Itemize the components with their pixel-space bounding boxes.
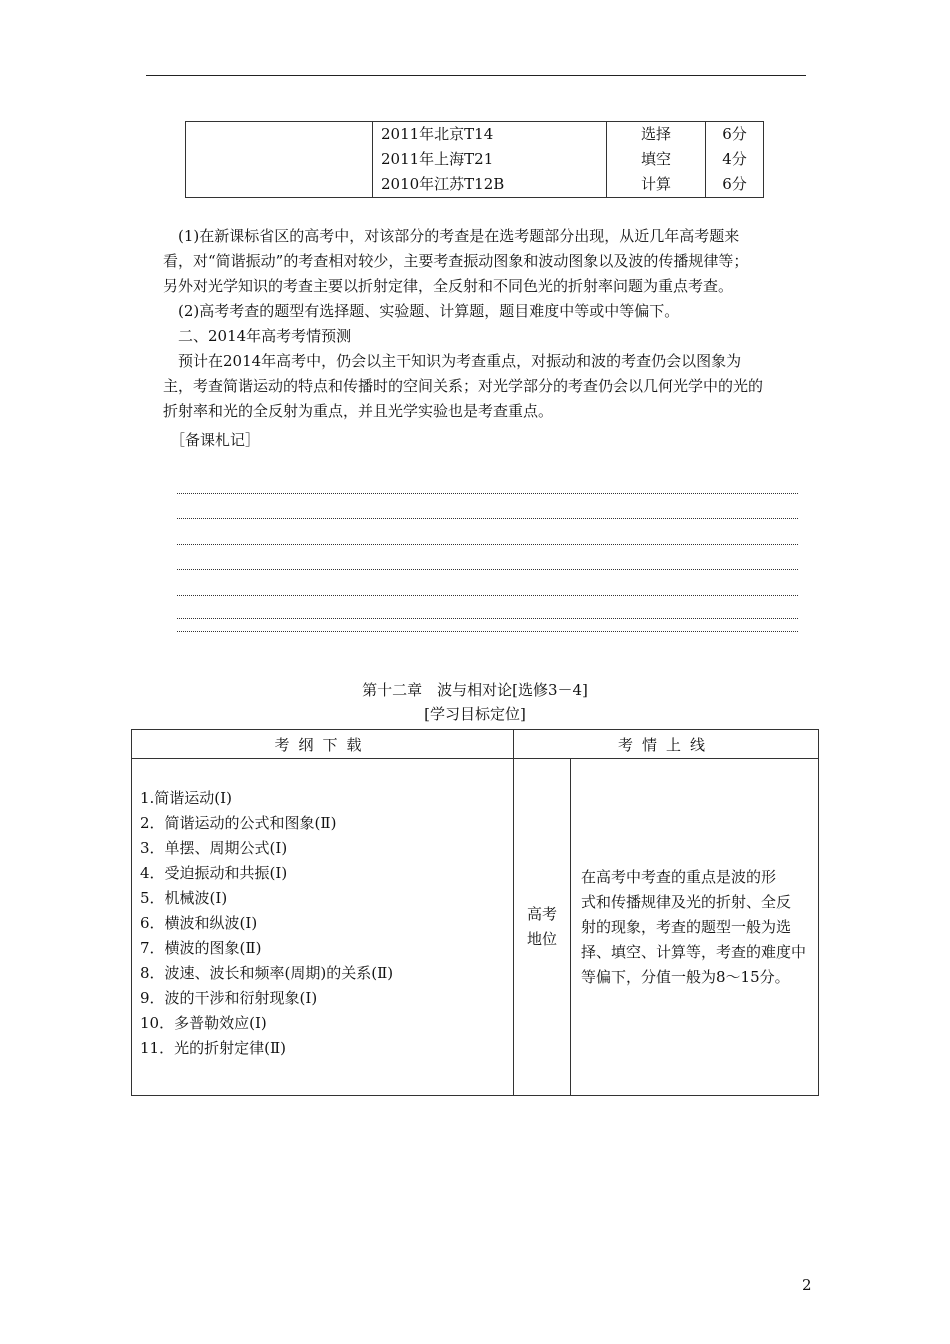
- list-item: 10．多普勒效应(Ⅰ): [140, 1014, 267, 1032]
- exam-cell: 2011年上海T21: [381, 150, 494, 168]
- notes-line: [177, 518, 798, 519]
- header-exam-status: 考情上线: [514, 730, 819, 759]
- position-label-line: 地位: [526, 930, 557, 948]
- forecast-line3: 折射率和光的全反射为重点，并且光学实验也是考查重点。: [163, 402, 554, 420]
- header-rule: [146, 75, 806, 76]
- page-number: 2: [802, 1276, 812, 1294]
- notes-line: [177, 631, 798, 632]
- notes-line: [177, 618, 798, 619]
- list-item: 2．简谐运动的公式和图象(Ⅱ): [140, 814, 337, 832]
- forecast-line1: 预计在2014年高考中，仍会以主干知识为考查重点，对振动和波的考查仍会以图象为: [178, 352, 742, 370]
- exam-history-table: [185, 121, 764, 198]
- syllabus-list: [132, 759, 514, 1096]
- notes-label: ［备课札记］: [170, 431, 261, 449]
- notes-line: [177, 544, 798, 545]
- type-column: [607, 122, 706, 198]
- list-item: 5．机械波(Ⅰ): [140, 889, 228, 907]
- desc-line: 射的现象，考查的题型一般为选: [581, 917, 792, 936]
- exam-column: [373, 122, 607, 198]
- type-cell: 填空: [640, 150, 671, 168]
- exam-cell: 2011年北京T14: [381, 125, 494, 143]
- exam-cell: 2010年江苏T12B: [381, 175, 505, 193]
- list-item: 1.简谐运动(Ⅰ): [140, 789, 232, 807]
- desc-line: 择、填空、计算等，考查的难度中: [581, 942, 807, 961]
- list-item: 7．横波的图象(Ⅱ): [140, 939, 262, 957]
- forecast-line2: 主，考查简谐运动的特点和传播时的空间关系；对光学部分的考查仍会以几何光学中的光的: [163, 377, 764, 395]
- forecast-heading: 二、2014年高考考情预测: [178, 327, 352, 345]
- position-label-line: 高考: [526, 905, 557, 923]
- score-cell: 6分: [722, 175, 747, 193]
- chapter-title: 第十二章 波与相对论[选修3－4]: [362, 681, 588, 699]
- notes-line: [177, 493, 798, 494]
- score-column: [706, 122, 764, 198]
- analysis-p1-line3: 另外对光学知识的考查主要以折射定律，全反射和不同色光的折射率问题为重点考查。: [163, 277, 734, 295]
- list-item: 8．波速、波长和频率(周期)的关系(Ⅱ): [140, 964, 394, 982]
- score-cell: 4分: [722, 150, 747, 168]
- notes-line: [177, 569, 798, 570]
- analysis-p1-line2: 看，对“简谐振动”的考查相对较少，主要考查振动图象和波动图象以及波的传播规律等；: [163, 252, 749, 270]
- desc-line: 等偏下，分值一般为8～15分。: [581, 967, 790, 986]
- chapter-subtitle: [学习目标定位]: [424, 705, 526, 723]
- desc-line: 式和传播规律及光的折射、全反: [581, 892, 792, 911]
- exam-table-empty-cell: [186, 122, 373, 198]
- analysis-p1-line1: (1)在新课标省区的高考中，对该部分的考查是在选考题部分出现，从近几年高考题来: [178, 227, 740, 245]
- list-item: 11．光的折射定律(Ⅱ): [140, 1039, 286, 1057]
- analysis-p2: (2)高考考查的题型有选择题、实验题、计算题，题目难度中等或中等偏下。: [178, 302, 680, 320]
- list-item: 3．单摆、周期公式(Ⅰ): [140, 839, 288, 857]
- score-cell: 6分: [722, 125, 747, 143]
- exam-position-label: [514, 759, 571, 1096]
- list-item: 6．横波和纵波(Ⅰ): [140, 914, 258, 932]
- notes-line: [177, 595, 798, 596]
- type-cell: 计算: [640, 175, 671, 193]
- exam-position-description: [571, 759, 819, 1096]
- list-item: 9．波的干涉和衍射现象(Ⅰ): [140, 989, 318, 1007]
- learning-goal-table: [131, 729, 819, 1096]
- header-syllabus: 考纲下载: [132, 730, 514, 759]
- type-cell: 选择: [640, 125, 671, 143]
- desc-line: 在高考中考查的重点是波的形: [581, 867, 777, 886]
- list-item: 4．受迫振动和共振(Ⅰ): [140, 864, 288, 882]
